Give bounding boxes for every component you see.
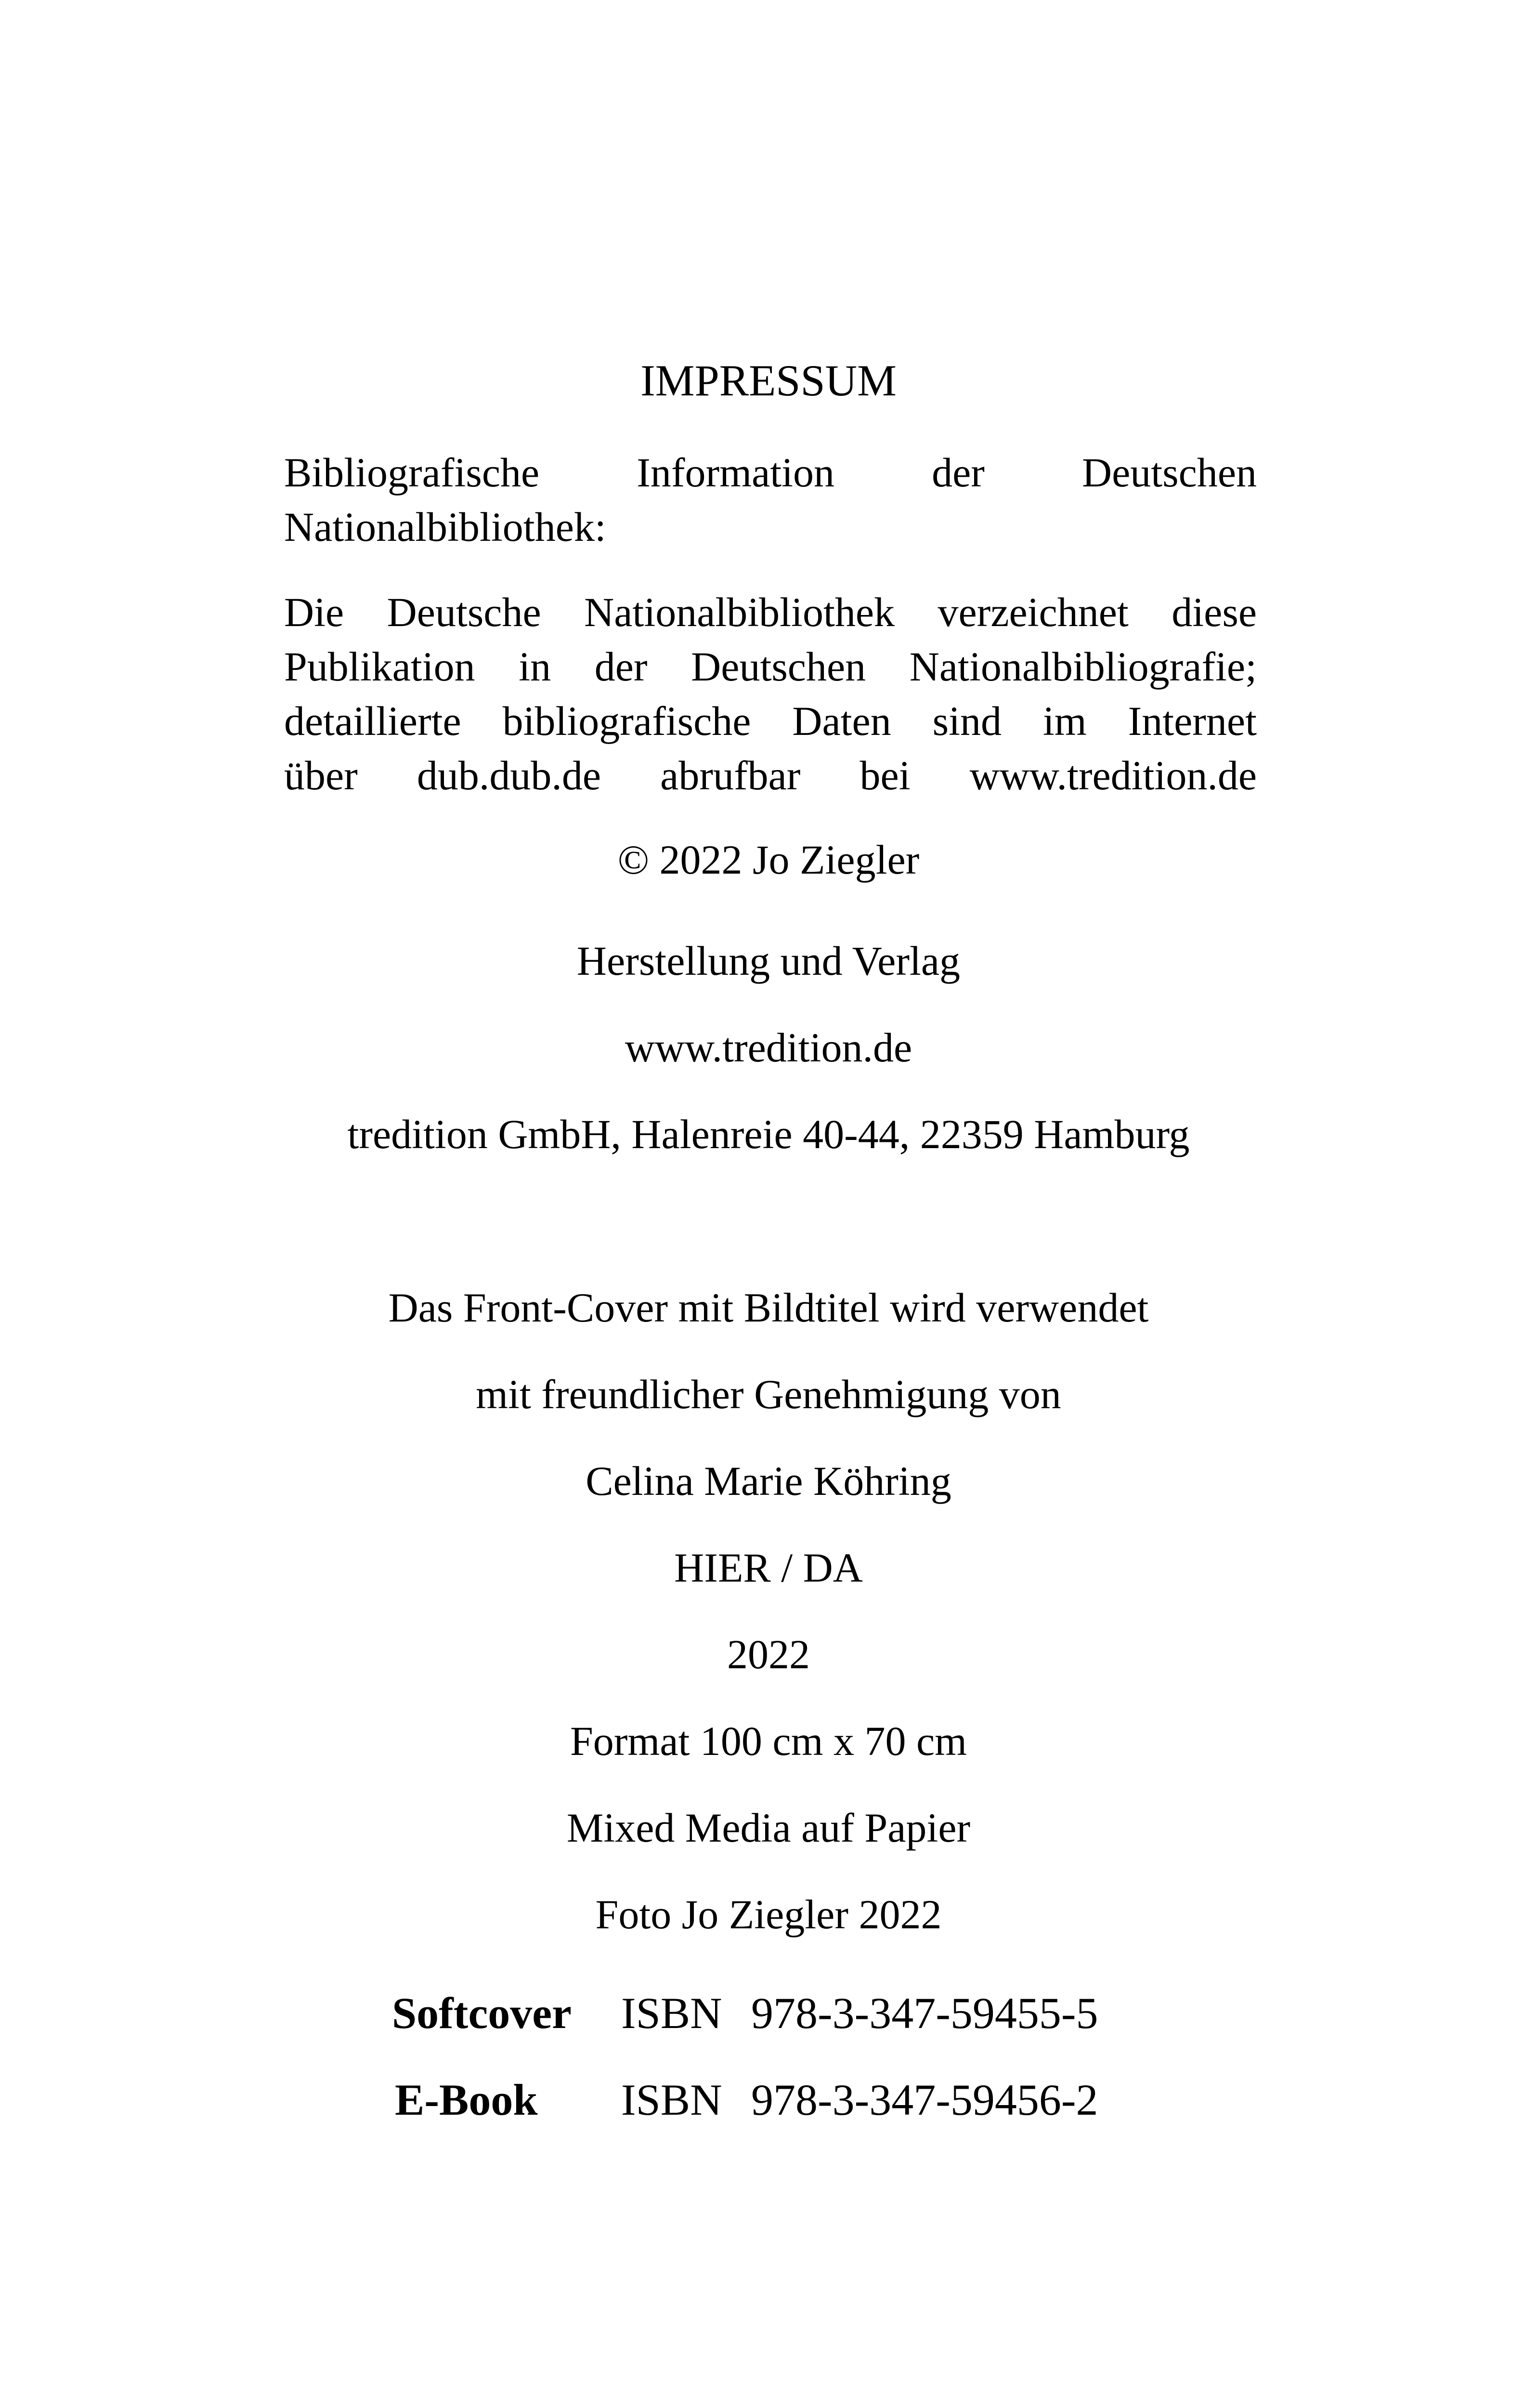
bibliographic-notice-line: detaillierte bibliografische Daten sind im Internet <box>284 698 1257 744</box>
isbn-format-label: Softcover <box>392 1989 572 2038</box>
isbn-key: ISBN <box>621 2075 722 2124</box>
cover-credit-line: mit freundlicher Genehmigung von <box>476 1371 1061 1417</box>
photo-credit: Foto Jo Ziegler 2022 <box>595 1891 942 1937</box>
isbn-number: 978-3-347-59456-2 <box>751 2075 1098 2124</box>
isbn-key: ISBN <box>621 1989 722 2038</box>
artwork-medium: Mixed Media auf Papier <box>566 1805 971 1851</box>
isbn-format-label: E-Book <box>395 2075 538 2124</box>
artwork-format: Format 100 cm x 70 cm <box>570 1718 967 1764</box>
cover-artist-name: Celina Marie Köhring <box>586 1458 951 1504</box>
publisher-address: tredition GmbH, Halenreie 40-44, 22359 Hamburg <box>347 1111 1190 1157</box>
bibliographic-notice-line: über dub.dub.de abrufbar bei www.tredition.de <box>284 752 1257 798</box>
artwork-title: HIER / DA <box>674 1544 863 1591</box>
cover-credit-line: Das Front-Cover mit Bildtitel wird verwendet <box>388 1284 1149 1331</box>
publisher-website: www.tredition.de <box>625 1024 912 1071</box>
copyright-notice: © 2022 Jo Ziegler <box>617 837 920 883</box>
bibliographic-notice <box>284 585 1257 803</box>
isbn-number: 978-3-347-59455-5 <box>751 1989 1098 2038</box>
bibliographic-notice-line: Die Deutsche Nationalbibliothek verzeichnet diese <box>284 589 1257 635</box>
artwork-year: 2022 <box>727 1631 810 1677</box>
page-title: IMPRESSUM <box>640 356 897 405</box>
publisher-label: Herstellung und Verlag <box>576 938 961 984</box>
bibliographic-intro-line: Bibliografische Information der Deutschen <box>284 449 1257 496</box>
bibliographic-intro <box>284 445 1257 554</box>
bibliographic-intro-line: Nationalbibliothek: <box>284 504 606 550</box>
bibliographic-notice-line: Publikation in der Deutschen Nationalbibliografie; <box>284 643 1257 690</box>
